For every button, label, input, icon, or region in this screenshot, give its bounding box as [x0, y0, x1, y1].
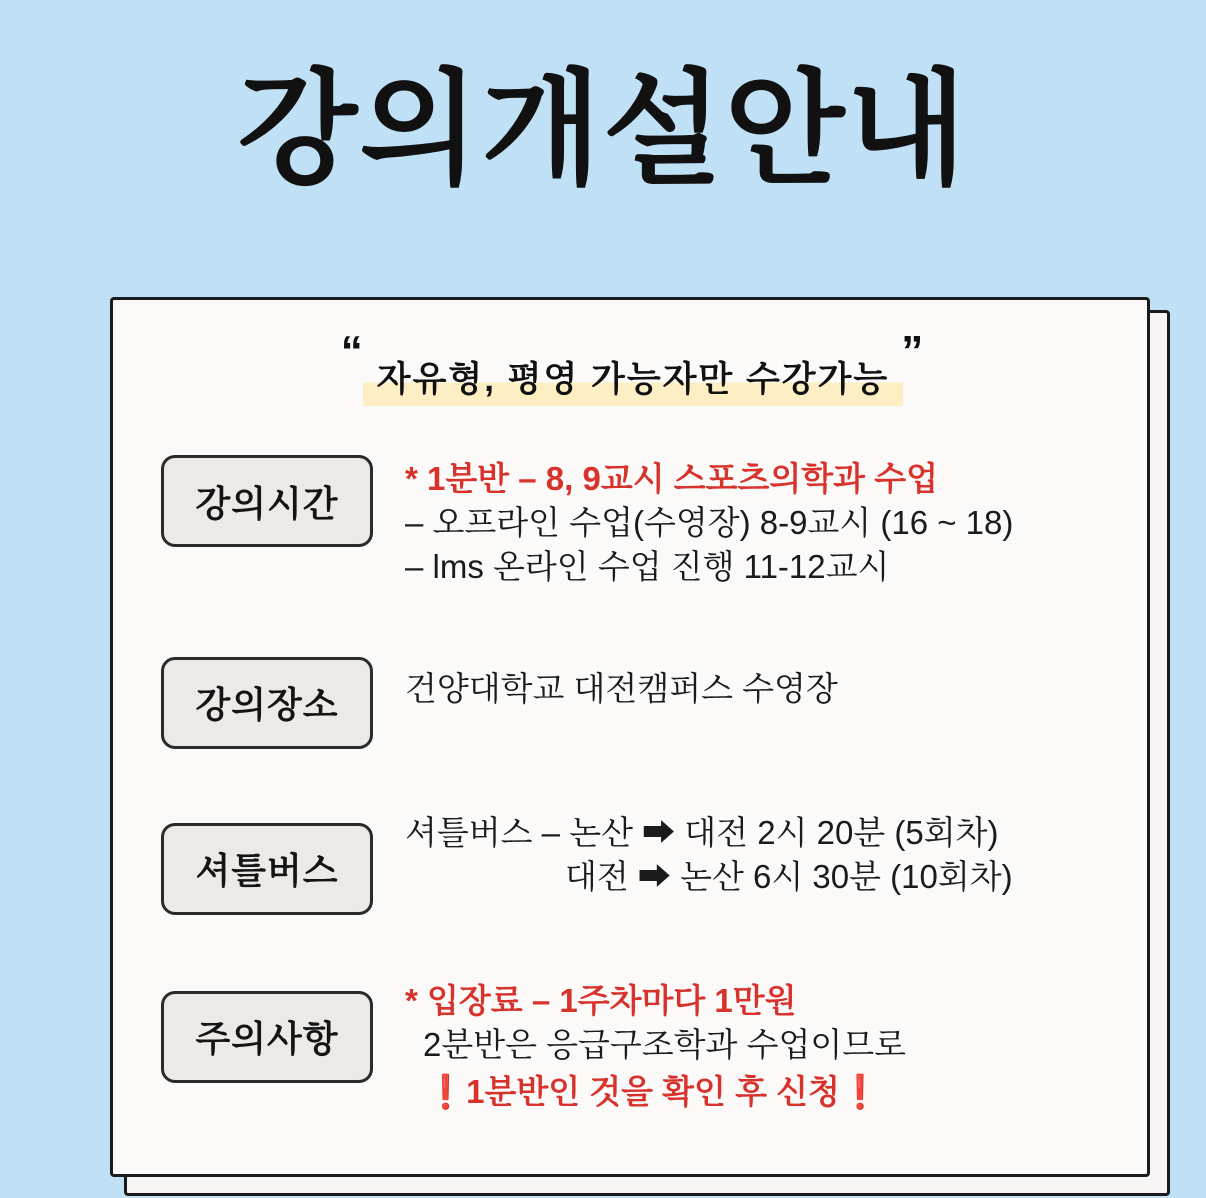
notice-line-2: 2분반은 응급구조학과 수업이므로 [423, 1025, 906, 1063]
lecture-time-line-1: * 1분반 – 8, 9교시 스포츠의학과 수업 [405, 460, 938, 497]
row-notice [113, 979, 1153, 1114]
notice-line-3: ❗1분반인 것을 확인 후 신청❗ [425, 1073, 881, 1111]
quote-text: 자유형, 평영 가능자만 수강가능 [376, 360, 890, 399]
row-lecture-time-body [373, 455, 1153, 589]
tag-lecture-place: 강의장소 [161, 657, 373, 749]
row-lecture-place-body [373, 645, 1153, 711]
row-shuttle-bus [113, 811, 1153, 915]
tag-lecture-time: 강의시간 [161, 455, 373, 547]
quote-close-icon: ” [901, 327, 926, 376]
quote-open-icon: “ [340, 327, 365, 376]
tag-notice: 주의사항 [161, 991, 373, 1083]
row-lecture-time [113, 455, 1153, 589]
quote-banner [113, 327, 1153, 406]
quote-text-wrapper [340, 327, 926, 406]
row-lecture-place [113, 645, 1153, 749]
lecture-place-line-1: 건양대학교 대전캠퍼스 수영장 [405, 669, 838, 707]
notice-line-1: * 입장료 – 1주차마다 1만원 [405, 981, 797, 1019]
info-rows [113, 455, 1153, 1113]
tag-shuttle-bus: 셔틀버스 [161, 823, 373, 915]
row-notice-body [373, 979, 1153, 1114]
row-shuttle-bus-body [373, 811, 1153, 899]
lecture-time-line-2: – 오프라인 수업(수영장) 8-9교시 (16 ~ 18) [405, 503, 1014, 541]
shuttle-bus-line-1: 셔틀버스 – 논산 ➡ 대전 2시 20분 (5회차) [405, 813, 999, 851]
page-title: 강의개설안내 [237, 61, 969, 199]
lecture-time-line-3: – lms 온라인 수업 진행 11-12교시 [405, 547, 890, 585]
shuttle-bus-line-2: 대전 ➡ 논산 6시 30분 (10회차) [565, 857, 1013, 895]
info-card [110, 297, 1150, 1177]
